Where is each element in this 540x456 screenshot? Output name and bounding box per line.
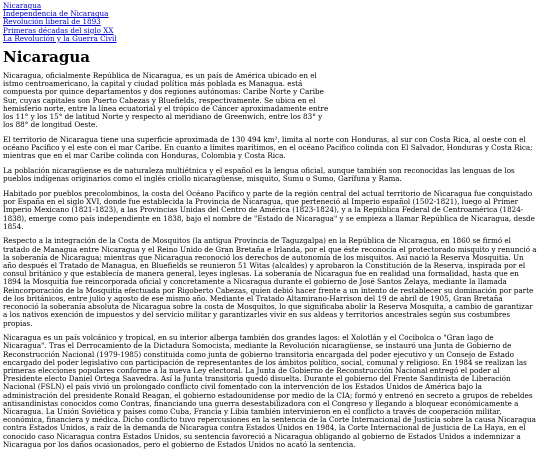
paragraph-revolution: Nicaragua es un país volcánico y tropical, en su interior alberga también dos grandes lagos: el Xolotlán y el Cocibolca o "Gran lago de Nicaragua". Tras el Derrocamiento de la Dictadura Somocista, mediante la Revolución nicaragüense, se instauró una Junta de Gobierno de Reconstrucción Nacional (1979-1985) constituida como junta de gobierno transitoria encargada del poder ejecutivo y un Consejo de Estado encargado del poder legislativo con participación de representantes de los ámbitos político, social, comunal y religioso. En 1984 se realizan las primeras elecciones populares conforme a la nueva Ley electoral. La Junta de Gobierno de Reconstrucción Nacional entregó el poder al Presidente electo Daniel Ortega Saavedra. Así la Junta transitoria quedó disuelta. Durante el gobierno del Frente Sandinista de Liberación Nacional (FSLN) el país vivió un prolongado conflicto civil fomentado con la intervención de los Estados Unidos de América bajo la administración del presidente Ronald Reagan, el gobierno estadounidense por medio de la CIA; formó y entrenó en secreto a grupos de rebeldes antisandinistas conocidos como Contras, financiando una guerra desestabilizadora con el Congreso y llegando a bloquear económicamente a Nicaragua. La Unión Soviética y países como Cuba, Francia y Libia también intervinieron en el conflicto a través de cooperación militar, económica, financiera y médica. Dicho conflicto tuvo repercusiones en la sentencia de la Corte Internacional de Justicia sobre la causa Nicaragua contra Estados Unidos, a raíz de la demanda de Nicaragua contra Estados Unidos en 1984, la Corte Internacional de Justicia de La Haya, en el conocido caso Nicaragua contra Estados Unidos, su sentencia favoreció a Nicaragua obligando al gobierno de Estados Unidos a indemnizar a Nicaragua por los daños ocasionados, pero el gobierno de Estados Unidos no acató la sentencia. <box>3 333 536 449</box>
page-title: Nicaragua <box>3 48 90 67</box>
page <box>3 2 537 456</box>
paragraph-territory: El territorio de Nicaragua tiene una superficie aproximada de 130 494 km², limita al norte con Honduras, al sur con Costa Rica, al oeste con el océano Pacífico y el este con el mar Caribe. En cuanto a límites marítimos, en el océano Pacífico colinda con El Salvador, Honduras y Costa Rica; mientras que en el mar Caribe colinda con Honduras, Colombia y Costa Rica. <box>3 134 533 161</box>
paragraph-intro: Nicaragua, oficialmente República de Nicaragua, es un país de América ubicado en el istmo centroamericano, la capital y ciudad política más poblada es Managua. está compuesta por quince departamentos y dos regiones autónomas: Caribe Norte y Caribe Sur, cuyas capitales son Puerto Cabezas y Bluefields, respectivamente. Se ubica en el hemisferio norte, entre la línea ecuatorial y el trópico de Cáncer aproximadamente entre los 11° y los 15° de latitud Norte y respecto al meridiano de Greenwich, entre los 83° y los 88° de longitud Oeste. <box>3 71 329 130</box>
paragraph-history: Habitado por pueblos precolombinos, la costa del Océano Pacífico y parte de la región central del actual territorio de Nicaragua fue conquistado por España en el siglo XVI, donde fue establecida la Provincia de Nicaragua, que perteneció al Imperio español (1502-1821), luego al Primer Imperio Mexicano (1821-1823), a las Provincias Unidas del Centro de América (1823-1824), y a la República Federal de Centroamérica (1824-1838), emerge como país independiente en 1838, bajo el nombre de "Estado de Nicaragua" y se empieza a llamar República de Nicaragua, desde 1854. <box>3 188 535 231</box>
paragraph-mosquitia: Respecto a la integración de la Costa de Mosquitos (la antigua Provincia de Taguzgalpa) en la República de Nicaragua, en 1860 se firmó el tratado de Managua entre Nicaragua y el Reino Unido de Gran Bretaña e Irlanda, por el que éste reconocía el protectorado misquito y renunció a la soberanía de Nicaragua; mientras que Nicaragua reconoció los derechos de autonomía de los misquitos. Así nació la Reserva Mosquitia. Un año después el Tratado de Managua, en Bluefields se reunieron 51 Witas (alcaldes) y aprobaron la Constitución de la Reserva, inspirada por el consul británico y que establecía de manera general, leyes inglesas. La soberanía de Nicaragua fue en realidad una formalidad, hasta que en 1894 la Mosquitia fue reincorporada oficial y concretamente a Nicaragua durante el gobierno de José Santos Zelaya, mediante la llamada Reincorporación de la Mosquitia efectuada por Rigoberto Cabezas, quien debió hacer frente a un intento de restablecer su dominación por parte de los británicos, entre julio y agosto de ese mismo año. Mediante el Tratado Altamirano-Harrison del 19 de abril de 1905, Gran Bretaña reconoció la soberanía absoluta de Nicaragua sobre la costa de Mosquitos, lo que significaba abolir la Reserva Mosquita, a cambio de garantizar a los nativos exención de impuestos y del servicio militar y garantizarles vivir en sus aldeas y territorios ancestrales según sus costumbres propias. <box>3 236 537 328</box>
nav-link-revolucion-liberal[interactable]: Revolución liberal de 1893 <box>3 17 101 27</box>
nav-link-independencia[interactable]: Independencia de Nicaragua <box>3 9 109 19</box>
nav-link-primeras-decadas[interactable]: Primeras décadas del siglo XX <box>3 25 114 35</box>
nav-link-revolucion-guerra-civil[interactable]: La Revolución y la Guerra Civil <box>3 33 117 43</box>
paragraph-population: La población nicaragüense es de naturaleza multiétnica y el español es la lengua oficial, aunque también son reconocidas las lenguas de los pueblos indígenas originarios como el inglés criollo nicaragüense, misquito, Sumu o Sumo, Garífuna y Rama. <box>3 166 515 184</box>
breadcrumb-nav <box>3 2 537 43</box>
nav-link-nicaragua[interactable]: Nicaragua <box>3 1 42 10</box>
article-body <box>3 72 537 449</box>
